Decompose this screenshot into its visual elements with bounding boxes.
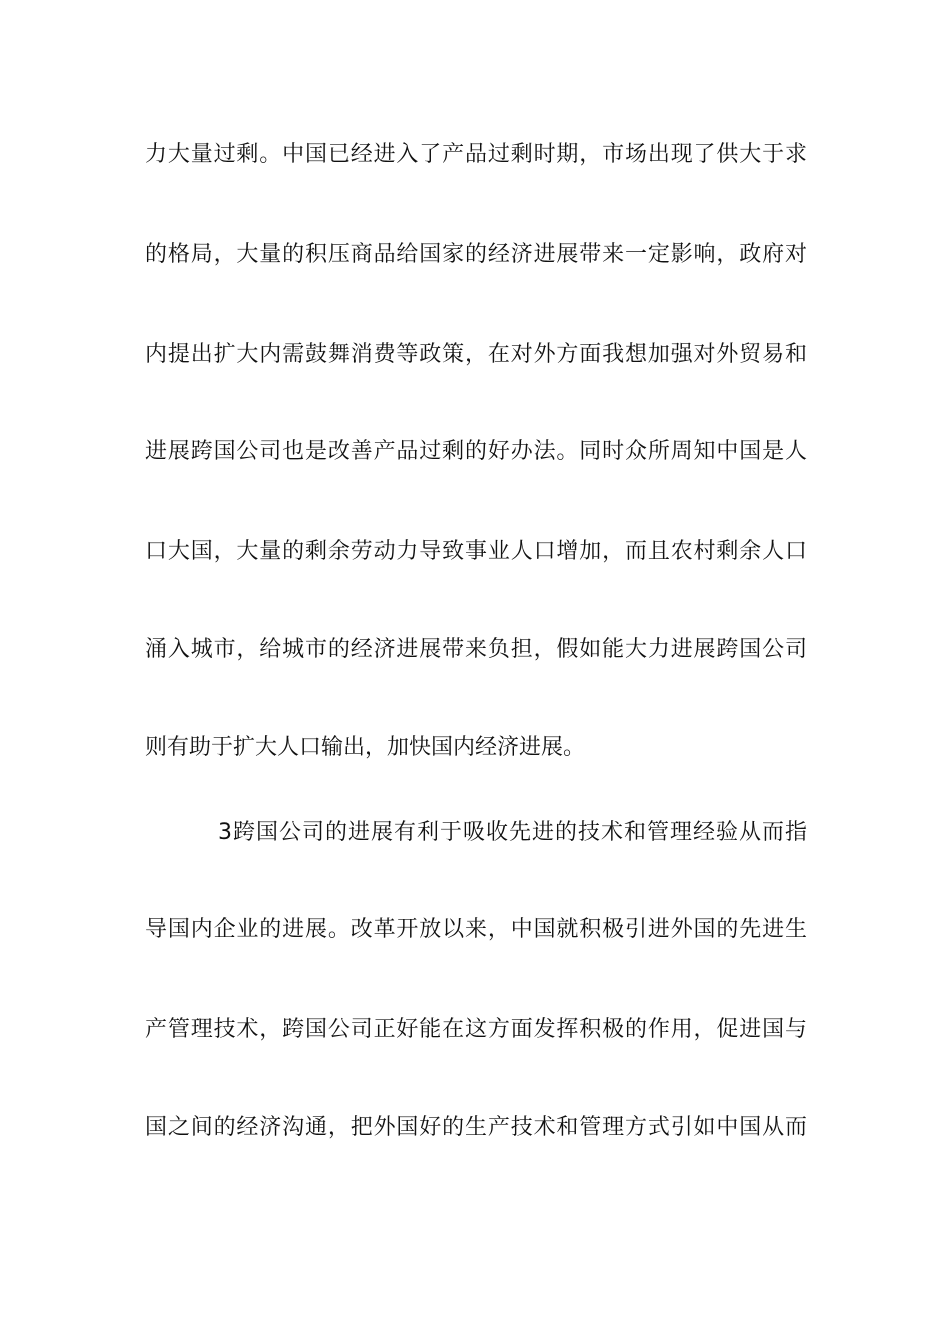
text-line: 涌入城市，给城市的经济进展带来负担，假如能大力进展跨国公司: [145, 637, 807, 662]
text-line: 国之间的经济沟通，把外国好的生产技术和管理方式引如中国从而: [145, 1115, 807, 1140]
text-line: 进展跨国公司也是改善产品过剩的好办法。同时众所周知中国是人: [145, 439, 807, 464]
text-line: 则有助于扩大人口输出，加快国内经济进展。: [145, 735, 586, 760]
text-line: 3跨国公司的进展有利于吸收先进的技术和管理经验从而指: [218, 820, 807, 845]
text-line: 力大量过剩。中国已经进入了产品过剩时期，市场出现了供大于求: [145, 142, 807, 167]
text-line: 的格局，大量的积压商品给国家的经济进展带来一定影响，政府对: [145, 242, 807, 267]
text-line: 产管理技术，跨国公司正好能在这方面发挥积极的作用，促进国与: [145, 1017, 807, 1042]
text-line: 口大国，大量的剩余劳动力导致事业人口增加，而且农村剩余人口: [145, 539, 807, 564]
text-line: 内提出扩大内需鼓舞消费等政策，在对外方面我想加强对外贸易和: [145, 342, 807, 367]
text-line: 导国内企业的进展。改革开放以来，中国就积极引进外国的先进生: [145, 917, 807, 942]
